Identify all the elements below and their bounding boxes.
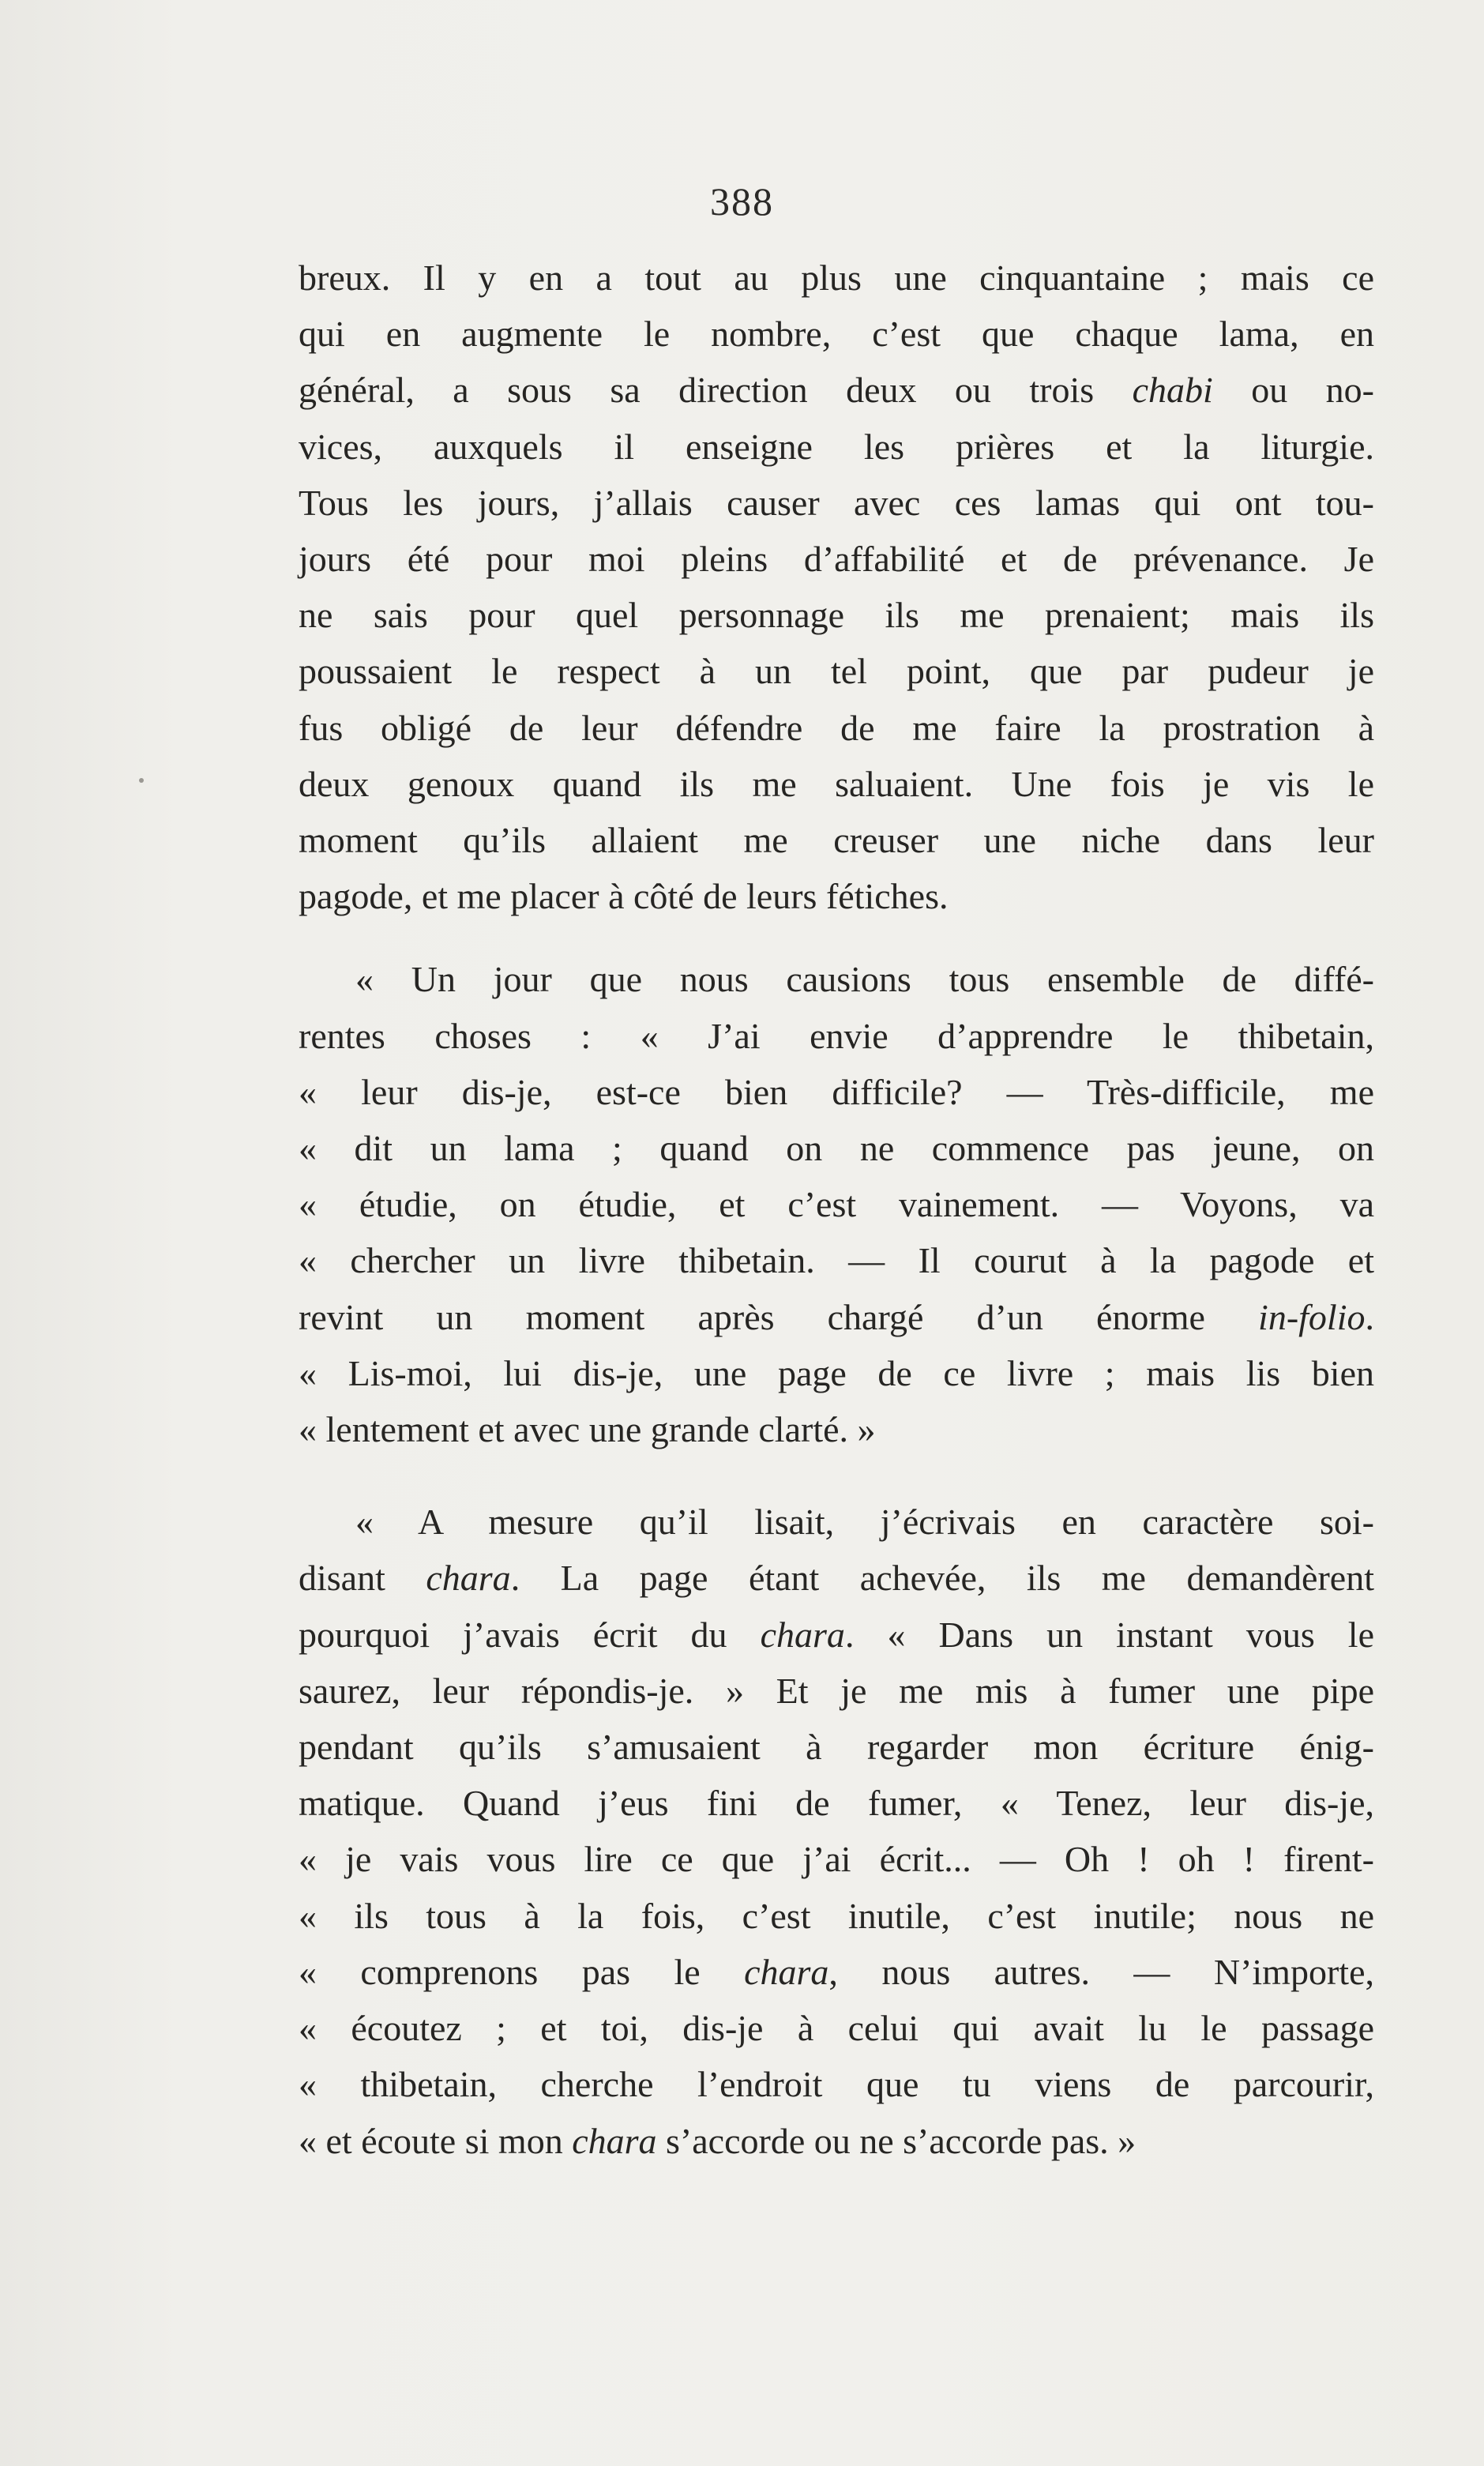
text-line: « je vais vous lire ce que j’ai écrit... — Oh ! oh ! firent- <box>299 1839 1374 1880</box>
text-line: Tous les jours, j’allais causer avec ces lamas qui ont tou- <box>299 482 1374 523</box>
text-line: pendant qu’ils s’amusaient à regarder mon écriture énig- <box>299 1727 1374 1768</box>
text-line: deux genoux quand ils me saluaient. Une fois je vis le <box>299 763 1374 804</box>
text-line: « thibetain, cherche l’endroit que tu viens de parcourir, <box>299 2064 1374 2105</box>
text-line: « chercher un livre thibetain. — Il courut à la pagode et <box>299 1240 1374 1281</box>
text-line: ne sais pour quel personnage ils me prenaient; mais ils <box>299 595 1374 636</box>
text-line: vices, auxquels il enseigne les prières et la liturgie. <box>299 426 1374 467</box>
text-line: fus obligé de leur défendre de me faire la prostration à <box>299 707 1374 748</box>
text-line: revint un moment après chargé d’un énorme in-folio. <box>299 1296 1374 1337</box>
text-line: qui en augmente le nombre, c’est que chaque lama, en <box>299 314 1374 355</box>
text-line: poussaient le respect à un tel point, que par pudeur je <box>299 651 1374 692</box>
text-line: « et écoute si mon chara s’accorde ou ne s’accorde pas. » <box>299 2120 1136 2161</box>
text-line: pagode, et me placer à côté de leurs fétiches. <box>299 876 949 917</box>
paper-speck <box>139 778 144 783</box>
text-line: pourquoi j’avais écrit du chara. « Dans un instant vous le <box>299 1614 1374 1655</box>
text-line: « leur dis-je, est-ce bien difficile? — Très-difficile, me <box>299 1071 1374 1112</box>
paragraph-1 <box>299 250 1374 924</box>
text-line: « A mesure qu’il lisait, j’écrivais en caractère soi- <box>355 1502 1374 1543</box>
text-line: « écoutez ; et toi, dis-je à celui qui avait lu le passage <box>299 2008 1374 2049</box>
text-line: « ils tous à la fois, c’est inutile, c’est inutile; nous ne <box>299 1895 1374 1936</box>
text-line: « comprenons pas le chara, nous autres. — N’importe, <box>299 1951 1374 1992</box>
paragraph-3 <box>299 1494 1374 2168</box>
text-line: « Un jour que nous causions tous ensemble de diffé- <box>355 959 1374 1000</box>
text-line: « lentement et avec une grande clarté. » <box>299 1409 876 1450</box>
text-line: rentes choses : « J’ai envie d’apprendre le thibetain, <box>299 1015 1374 1056</box>
body-text <box>299 250 1374 2169</box>
text-line: « étudie, on étudie, et c’est vainement. — Voyons, va <box>299 1184 1374 1225</box>
text-line: moment qu’ils allaient me creuser une niche dans leur <box>299 820 1374 861</box>
text-line: jours été pour moi pleins d’affabilité et de prévenance. Je <box>299 539 1374 580</box>
text-line: « Lis-moi, lui dis-je, une page de ce livre ; mais lis bien <box>299 1352 1374 1393</box>
text-line: disant chara. La page étant achevée, ils me demandèrent <box>299 1558 1374 1599</box>
text-line: « dit un lama ; quand on ne commence pas jeune, on <box>299 1128 1374 1169</box>
text-line: saurez, leur répondis-je. » Et je me mis à fumer une pipe <box>299 1670 1374 1711</box>
text-line: breux. Il y en a tout au plus une cinquantaine ; mais ce <box>299 258 1374 298</box>
text-line: général, a sous sa direction deux ou trois chabi ou no- <box>299 370 1374 411</box>
text-line: matique. Quand j’eus fini de fumer, « Tenez, leur dis-je, <box>299 1783 1374 1824</box>
page-number: 388 <box>710 179 774 224</box>
paragraph-2 <box>299 951 1374 1457</box>
